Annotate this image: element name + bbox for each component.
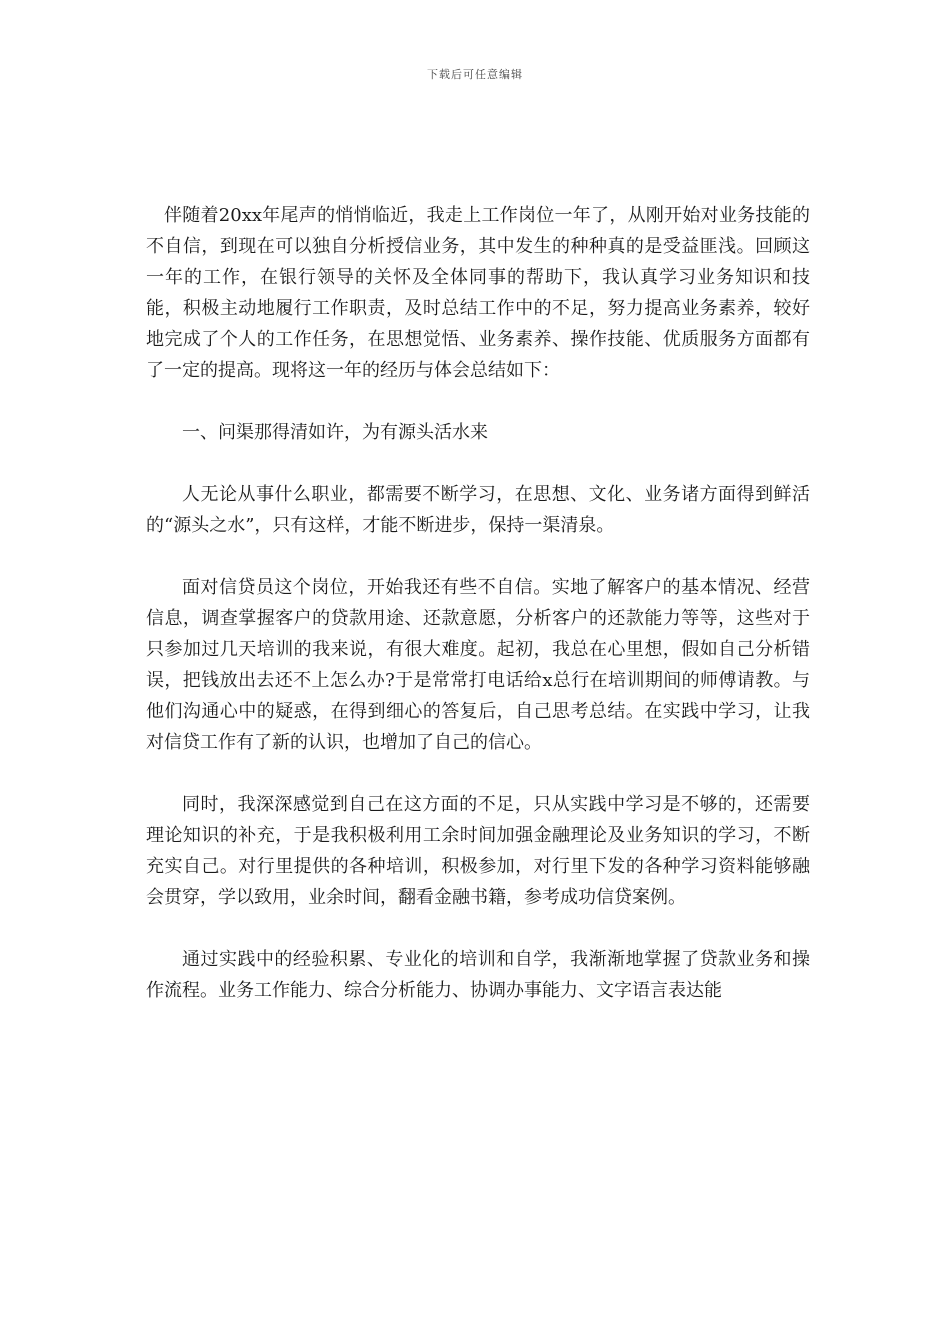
paragraph-gap <box>146 758 810 789</box>
intro-paragraph: 伴随着20xx年尾声的悄悄临近，我走上工作岗位一年了，从刚开始对业务技能的不自信，到现在可以独自分析授信业务，其中发生的种种真的是受益匪浅。回顾这一年的工作，在银行领导的关怀及全体同事的帮助下，我认真学习业务知识和技能，积极主动地履行工作职责，及时总结工作中的不足，努力提高业务素养，较好地完成了个人的工作任务，在思想觉悟、业务素养、操作技能、优质服务方面都有了一定的提高。现将这一年的经历与体会总结如下： <box>146 205 810 381</box>
header-note: 下载后可任意编辑 <box>427 68 523 81</box>
paragraph-gap <box>146 448 810 479</box>
body-paragraph: 同时，我深深感觉到自己在这方面的不足，只从实践中学习是不够的，还需要理论知识的补充，于是我积极利用工余时间加强金融理论及业务知识的学习，不断充实自己。对行里提供的各种培训，积极参加，对行里下发的各种学习资料能够融会贯穿，学以致用，业余时间，翻看金融书籍，参考成功信贷案例。 <box>146 794 810 908</box>
paragraph-gap <box>146 541 810 572</box>
body-paragraph: 通过实践中的经验积累、专业化的培训和自学，我渐渐地掌握了贷款业务和操作流程。业务工作能力、综合分析能力、协调办事能力、文字语言表达能 <box>146 949 810 1001</box>
paragraph-gap <box>146 913 810 944</box>
body-paragraph: 面对信贷员这个岗位，开始我还有些不自信。实地了解客户的基本情况、经营信息，调查掌握客户的贷款用途、还款意愿，分析客户的还款能力等等，这些对于只参加过几天培训的我来说，有很大难度。起初，我总在心里想，假如自己分析错误，把钱放出去还不上怎么办?于是常常打电话给x总行在培训期间的师傅请教。与他们沟通心中的疑惑，在得到细心的答复后，自己思考总结。在实践中学习，让我对信贷工作有了新的认识，也增加了自己的信心。 <box>146 577 810 753</box>
body-paragraph: 人无论从事什么职业，都需要不断学习，在思想、文化、业务诸方面得到鲜活的“源头之水”，只有这样，才能不断进步，保持一渠清泉。 <box>146 484 810 536</box>
paragraph-gap <box>146 386 810 417</box>
section-heading: 一、问渠那得清如许，为有源头活水来 <box>182 422 488 443</box>
document-body <box>146 200 810 1006</box>
